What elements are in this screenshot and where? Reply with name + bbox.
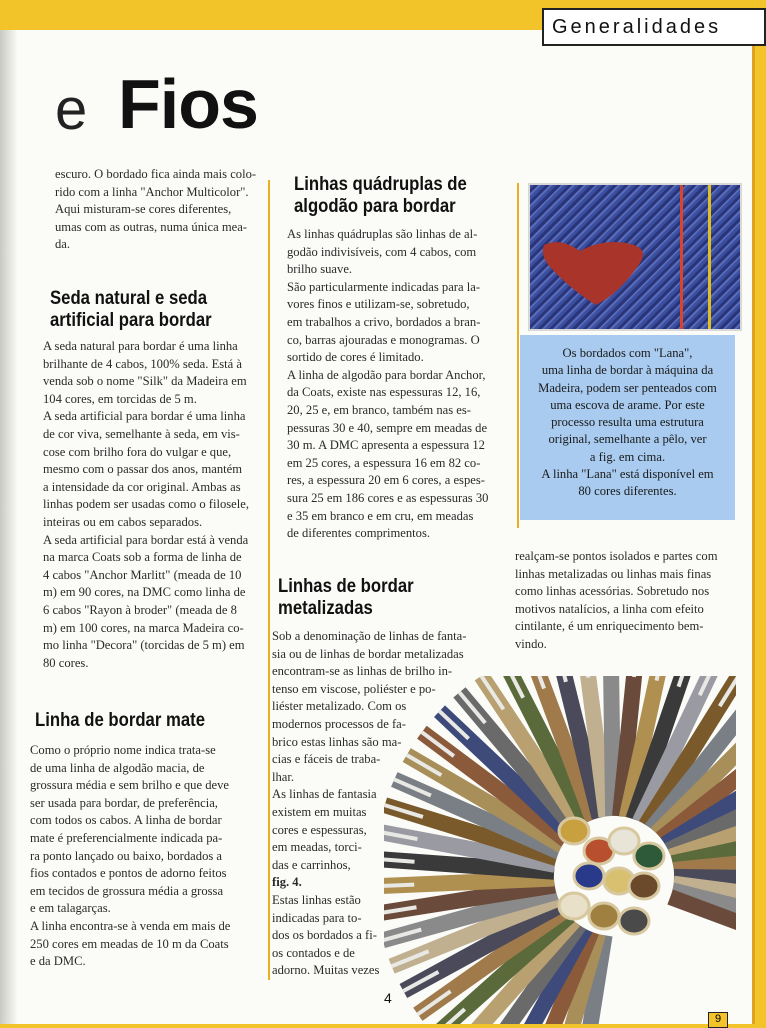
red-thread [680, 185, 683, 331]
seda-body: A seda natural para bordar é uma linha brilhante de 4 cabos, 100% seda. Está à venda sob o nome "Silk" da Madeira em 104 cores, em torcidas de 5 m. A seda artificial para bordar é uma linha de cor viva, semelhante à seda, em vis- cose com brilho fora do vulgar e que, mesmo com o passar dos anos, mantém a intensidade da cor original. Ambas as linhas podem ser usadas como o filosele, inteiras ou em cabos separados. A seda artificial para bordar está à venda na marca Coats sob a forma de linha de 4 cabos "Anchor Marlitt" (meada de 10 m) em 90 cores, na DMC como linha de 6 cabos "Rayon à broder" (meada de 8 m) em 100 cores, na marca Madeira co- mo linha "Decora" (torcidas de 5 m) em 80 cores. [43, 338, 268, 672]
heart-embroidery [540, 237, 652, 307]
column-divider-1 [268, 180, 270, 980]
page-number: 4 [384, 990, 392, 1006]
page-title: Fios [118, 64, 258, 144]
corner-page-number: 9 [708, 1012, 728, 1028]
seda-heading: Seda natural e seda artificial para bordar [50, 288, 270, 332]
column-3-body: realçam-se pontos isolados e partes com linhas metalizadas ou linhas mais finas como linhas acessórias. Sobretudo nos motivos natalícios, a linha com efeito cintilante, é um enriquecimento bem- vindo. [515, 548, 740, 654]
thread-skein [611, 676, 614, 816]
figure-reference: fig. 4. [272, 874, 492, 892]
fabric-photo [528, 183, 742, 331]
quad-heading: Linhas quádruplas de algodão para bordar [294, 174, 509, 218]
thread-spool [629, 873, 659, 899]
thread-spool [634, 843, 664, 869]
thread-fan-illustration [384, 676, 736, 1024]
thread-spool [589, 903, 619, 929]
mate-heading: Linha de bordar mate [35, 710, 260, 732]
thread-spool [619, 908, 649, 934]
skein-label-band [384, 885, 414, 887]
thread-spools-photo [384, 676, 736, 1024]
yellow-thread [708, 185, 711, 331]
column-1 [55, 166, 267, 254]
page-gutter-shadow [0, 30, 18, 1024]
met-body: Sob a denominação de linhas de fanta- sia ou de linhas de bordar metalizadas encontram-se as linhas de brilho in- tenso em viscose, poliéster e po- liéster metalizado. Com os modernos processos de fa- brico estas linhas são ma- cias e fáceis de traba- lhar. As linhas de fantasia existem em muitas cores e espessuras, em meadas, torci- das e carrinhos, fig. 4. Estas linhas estão indicadas para to- dos os bordados a fi- os contados e de adorno. Muitas vezes [272, 628, 492, 980]
mate-body: Como o próprio nome indica trata-se de uma linha de algodão macia, de grossura média e sem brilho e que deve ser usada para bordar, de preferência, com todos os cabos. A linha de bordar mate é preferencialmente indicada pa- ra ponto lançado ou baixo, bordados a fios contados e pontos de adorno feitos em tecidos de grossura média a grossa e em talagarças. A linha encontra-se à venda em mais de 250 cores em meadas de 10 m da Coats e da DMC. [30, 742, 258, 971]
photo-caption: Os bordados com "Lana", uma linha de bordar à máquina da Madeira, podem ser penteados com uma escova de arame. Por este processo resulta uma estrutura original, semelhante a pêlo, ver a fig. em cima. A linha "Lana" está disponível em 80 cores diferentes. [520, 335, 735, 520]
column-divider-2 [517, 183, 519, 528]
thread-spool [574, 863, 604, 889]
title-prefix: e [55, 76, 87, 143]
section-label: Generalidades [542, 8, 766, 46]
intro-paragraph: escuro. O bordado fica ainda mais colo- rido com a linha "Anchor Multicolor". Aqui misturam-se cores diferentes, umas com as outras, numa única mea- da. [55, 166, 267, 254]
quad-body: As linhas quádruplas são linhas de al- godão indivisíveis, com 4 cabos, com brilho suave. São particularmente indicadas para la- vores finos e utilizam-se, sobretudo, em trabalhos a crivo, bordados a bran- co, barras ajouradas e monogramas. O sortido de cores é limitado. A linha de algodão para bordar Anchor, da Coats, existe nas espessuras 12, 16, 20, 25 e, em branco, também nas es- pessuras 30 e 40, sempre em meadas de 30 m. A DMC apresenta a espessura 12 em 25 cores, a espessura 16 em 82 co- res, a espessura 20 em 6 cores, a espes- sura 25 em 186 cores e as espessuras 30 e 35 em branco e em cru, em meadas de diferentes comprimentos. [287, 226, 507, 543]
thread-spool [559, 893, 589, 919]
thread-spool [559, 818, 589, 844]
met-heading: Linhas de bordar metalizadas [278, 576, 498, 620]
